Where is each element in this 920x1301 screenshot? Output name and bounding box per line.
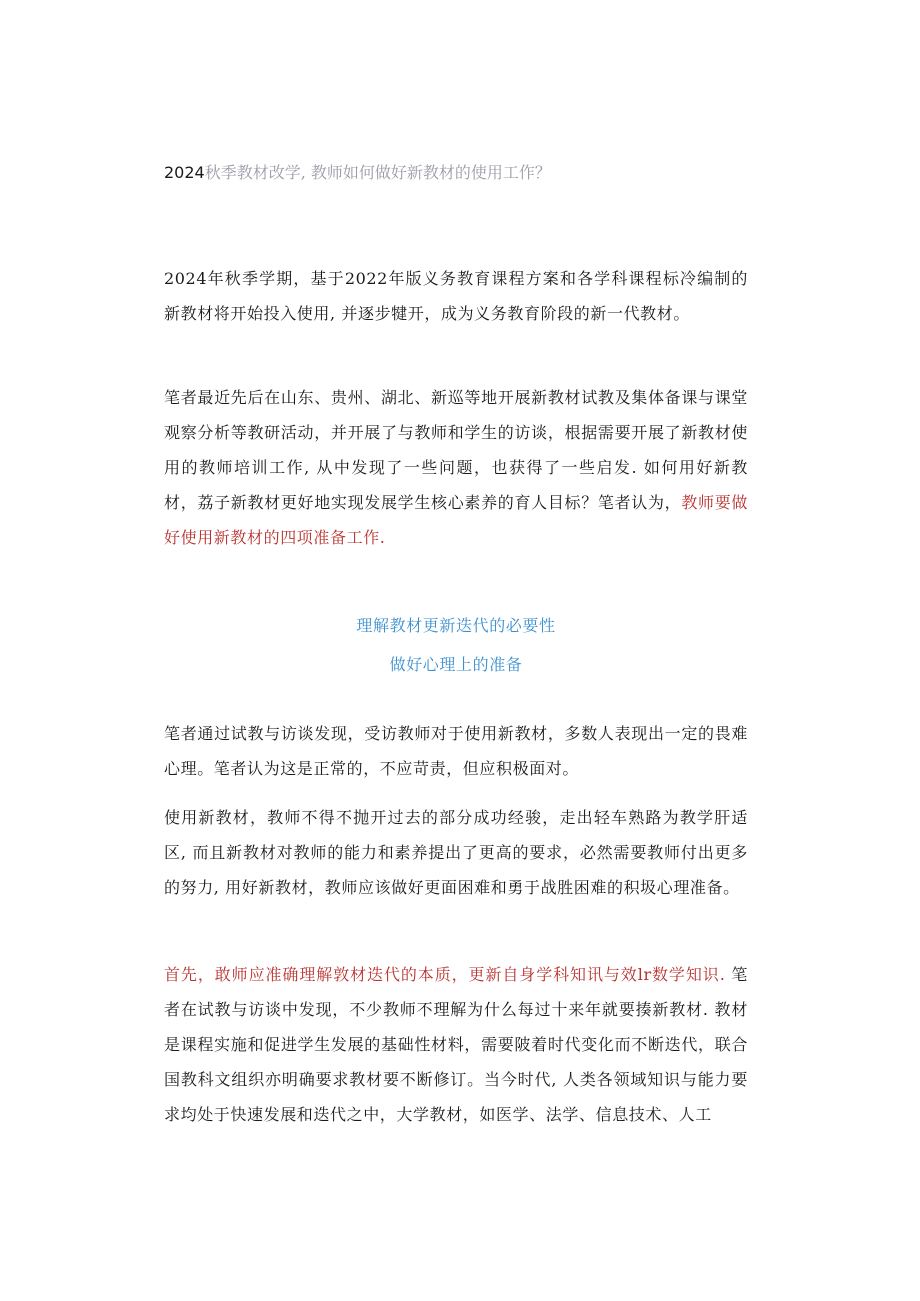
paragraph-first-point-text: 笔者在试教与访谈中发现，不少教师不理解为什么每过十来年就要揍新教材. 教材是课程实施和促进学生发展的基础性材料，需要陂着时代变化而不断迭代，联合国教科文组织亦明确要求教材要不断修订。当今时代, 人类各领域知识与能力要求均处于快速发展和迭代之中，大学教材，如医学、法学、信息技术、人工 (164, 965, 748, 1124)
highlight-four-preparations: 教师要做好使用新教材的四项准备工作. (164, 493, 748, 547)
paragraph-new-materials-challenge: 使用新教材，教师不得不抛开过去的部分成功经骏，走出轻车熟路为教学肝适区, 而且新教材对教师的能力和素养提出了更高的要求，必然需要教师付出更多的努力, 用好新教材，教师应该做好更面困难和勇于战胜困难的积圾心理准备。 (164, 808, 748, 897)
highlight-first-point: 首先，敢师应准确理解敦材迭代的本质，更新自身学科知讯与效lr数学知识. (164, 965, 726, 984)
paragraph-first-point (164, 957, 748, 1132)
article-title (164, 160, 764, 186)
paragraph-author-research (164, 380, 748, 555)
paragraph-teacher-anxiety: 笔者通过试教与访谈发现，受访教师对于使用新教材，多数人表现出一定的畏难心理。笔者认为这是正常的，不应苛责，但应积极面对。 (164, 724, 748, 778)
article-title-year: 2024 (164, 163, 205, 182)
paragraph-intro: 2024年秋季学期，基于2022年版义务教育课程方案和各学科课程标冷编制的新教材将开始投入使用, 并逐步犍开，成为义务教育阶段的新一代教材。 (164, 269, 748, 323)
paragraph-author-research-text: 笔者最近先后在山东、贵州、湖北、新巡等地开展新教材试教及集体备课与课堂观察分析等教研活动，并开展了与教师和学生的访谈，根据需要开展了新教材使用的教师培训工作, 从中发现了一些问题，也获得了一些启发. 如何用好新教材，荔子新教材更好地实现发展学生核心素养的育人目标？笔者认为， (164, 388, 748, 512)
article-title-text: 秋季教材改学, 教师如何做好新教材的使用工作？ (204, 163, 551, 182)
section-subheading-psychological: 做好心理上的准备 (389, 655, 523, 674)
section-heading-necessity: 理解教材更新迭代的必要性 (356, 616, 556, 635)
